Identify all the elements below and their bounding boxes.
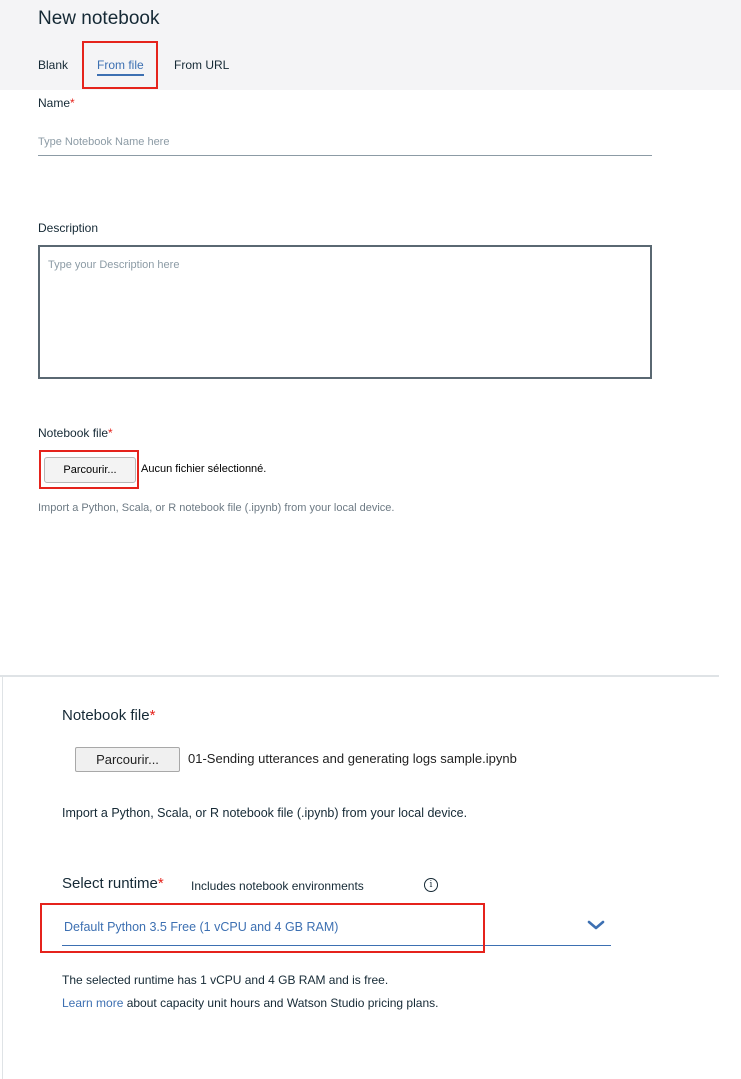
notebook-file-label-bottom-text: Notebook file — [62, 707, 150, 724]
import-hint: Import a Python, Scala, or R notebook file (.ipynb) from your local device. — [62, 806, 468, 820]
panel-left-border — [2, 677, 3, 1079]
browse-file-button-bottom[interactable]: Parcourir... — [75, 747, 180, 772]
tab-from-file[interactable]: From file — [97, 58, 144, 76]
cut-off-hint — [38, 502, 448, 514]
description-label: Description — [38, 221, 99, 235]
runtime-description: The selected runtime has 1 vCPU and 4 GB RAM and is free. — [62, 973, 389, 987]
tab-highlight-box — [82, 41, 158, 89]
required-asterisk: * — [149, 707, 156, 724]
cut-off-hint-text: Import a Python, Scala, or R notebook file (.ipynb) from your local device. — [38, 502, 395, 514]
runtime-selected-value: Default Python 3.5 Free (1 vCPU and 4 GB RAM) — [64, 920, 339, 934]
name-input[interactable] — [38, 128, 652, 156]
notebook-file-label — [38, 426, 113, 440]
runtime-label — [62, 875, 164, 892]
tab-from-url[interactable]: From URL — [174, 58, 230, 72]
runtime-highlight-box — [40, 903, 485, 953]
runtime-note: Includes notebook environments — [191, 879, 364, 893]
pricing-info-text: about capacity unit hours and Watson Studio pricing plans. — [123, 996, 439, 1010]
tab-blank[interactable]: Blank — [38, 58, 69, 72]
page-title: New notebook — [38, 8, 160, 29]
description-input[interactable] — [38, 245, 652, 379]
notebook-file-label-bottom — [62, 707, 155, 724]
notebook-file-label-text: Notebook file — [38, 426, 109, 440]
pricing-info-line — [62, 996, 438, 1010]
browse-file-button[interactable]: Parcourir... — [44, 457, 136, 483]
panel-divider — [0, 675, 719, 677]
runtime-label-text: Select runtime — [62, 875, 158, 892]
selected-file-name: 01-Sending utterances and generating logs sample.ipynb — [188, 751, 517, 766]
no-file-selected-text: Aucun fichier sélectionné. — [141, 463, 267, 475]
required-asterisk: * — [157, 875, 164, 892]
info-icon[interactable]: i — [424, 878, 438, 892]
name-label — [38, 96, 75, 110]
browse-highlight-box — [39, 450, 139, 489]
chevron-down-icon[interactable] — [586, 917, 606, 933]
required-asterisk: * — [108, 426, 113, 440]
required-asterisk: * — [70, 96, 75, 110]
name-label-text: Name — [38, 96, 71, 110]
learn-more-link[interactable]: Learn more — [62, 996, 124, 1010]
